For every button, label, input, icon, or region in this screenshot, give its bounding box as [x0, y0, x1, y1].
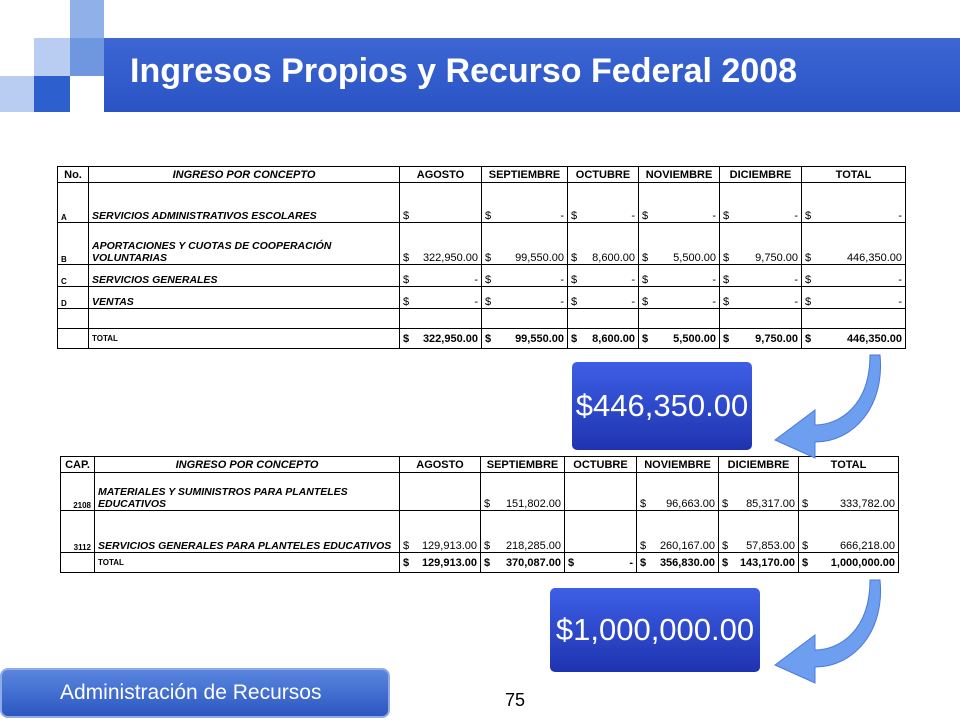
cell-value: -	[794, 296, 798, 308]
table-cell	[802, 329, 906, 349]
currency-sign: $	[485, 210, 492, 222]
cell-value: 129,913.00	[421, 556, 477, 569]
cell-value: 218,285.00	[505, 540, 561, 552]
row-id: D	[58, 287, 89, 309]
table-cell	[400, 511, 481, 553]
currency-sign: $	[484, 556, 491, 569]
cell-value: 5,500.00	[673, 332, 716, 345]
decor-square	[70, 38, 104, 76]
income-table	[57, 166, 906, 349]
cell-value: 370,087.00	[505, 556, 561, 569]
cell-value: 9,750.00	[755, 252, 798, 264]
table-cell	[720, 265, 802, 287]
column-header: AGOSTO	[400, 167, 482, 183]
cell-value: 5,500.00	[673, 252, 716, 264]
column-header: SEPTIEMBRE	[482, 167, 568, 183]
concept-text: VOLUNTARIAS	[92, 252, 168, 264]
table-cell	[568, 265, 639, 287]
table-cell	[719, 511, 799, 553]
table-cell	[639, 223, 720, 265]
page-number: 75	[505, 690, 526, 710]
row-id: 3112	[61, 511, 95, 553]
currency-sign: $	[568, 556, 575, 569]
currency-sign: $	[723, 252, 730, 264]
currency-sign: $	[484, 498, 491, 510]
concept-cell	[89, 265, 400, 287]
column-header: TOTAL	[799, 457, 899, 473]
cell-value: -	[474, 296, 478, 308]
cell-value: 260,167.00	[659, 540, 715, 552]
cell-value: -	[629, 556, 633, 569]
table-cell	[565, 473, 637, 511]
cell-value: 8,600.00	[592, 332, 635, 345]
currency-sign: $	[642, 296, 649, 308]
cell-value: 666,218.00	[839, 540, 895, 552]
row-id: B	[58, 223, 89, 265]
currency-sign: $	[403, 274, 410, 286]
cell-value: -	[898, 296, 902, 308]
curved-arrow-icon	[770, 350, 890, 460]
decor-square	[0, 76, 34, 112]
cell-value: 99,550.00	[515, 252, 564, 264]
currency-sign: $	[403, 540, 410, 552]
cell-value: 143,170.00	[739, 556, 795, 569]
cell-value: -	[631, 274, 635, 286]
currency-sign: $	[722, 540, 729, 552]
table-cell	[482, 287, 568, 309]
table-cell	[639, 287, 720, 309]
currency-sign: $	[805, 332, 812, 345]
table-row	[61, 511, 899, 553]
cell-value: -	[631, 210, 635, 222]
table-cell	[719, 473, 799, 511]
table-cell	[639, 329, 720, 349]
table-cell	[400, 329, 482, 349]
federal-table	[60, 456, 899, 573]
table-cell	[720, 183, 802, 223]
concept-cell	[95, 511, 400, 553]
currency-sign: $	[723, 296, 730, 308]
table-cell	[720, 329, 802, 349]
column-header: OCTUBRE	[568, 167, 639, 183]
table-cell	[61, 553, 95, 573]
table-cell	[400, 553, 481, 573]
currency-sign: $	[723, 274, 730, 286]
currency-sign: $	[403, 332, 410, 345]
table-cell	[482, 223, 568, 265]
cell-value: 129,913.00	[421, 540, 477, 552]
table-cell	[568, 309, 639, 329]
table-cell	[720, 287, 802, 309]
table-cell	[481, 553, 565, 573]
empty-row	[58, 309, 906, 329]
cell-value: 356,830.00	[659, 556, 715, 569]
currency-sign: $	[571, 296, 578, 308]
currency-sign: $	[642, 210, 649, 222]
cell-value: -	[631, 296, 635, 308]
total-row	[58, 329, 906, 349]
table-cell	[400, 287, 482, 309]
concept-text: MATERIALES Y SUMINISTROS PARA PLANTELES	[98, 486, 348, 498]
column-header: INGRESO POR CONCEPTO	[89, 167, 400, 183]
table-cell	[482, 183, 568, 223]
total-row	[61, 553, 899, 573]
total-label: TOTAL	[89, 329, 400, 349]
cell-value: -	[794, 274, 798, 286]
table-cell	[400, 473, 481, 511]
row-id: 2108	[61, 473, 95, 511]
decor-square	[34, 38, 70, 76]
currency-sign: $	[802, 498, 809, 510]
currency-sign: $	[485, 296, 492, 308]
row-id: A	[58, 183, 89, 223]
table-cell	[639, 183, 720, 223]
cell-value: 99,550.00	[515, 332, 564, 345]
column-header: NOVIEMBRE	[637, 457, 719, 473]
currency-sign: $	[403, 556, 410, 569]
table-cell	[637, 553, 719, 573]
concept-cell	[95, 473, 400, 511]
currency-sign: $	[485, 274, 492, 286]
table-cell	[400, 223, 482, 265]
column-header: NOVIEMBRE	[639, 167, 720, 183]
table-cell	[400, 309, 482, 329]
cell-value: 446,350.00	[846, 332, 902, 345]
total-label: TOTAL	[95, 553, 400, 573]
column-header: DICIEMBRE	[719, 457, 799, 473]
table-cell	[568, 287, 639, 309]
currency-sign: $	[640, 556, 647, 569]
cell-value: -	[898, 210, 902, 222]
cell-value: -	[560, 296, 564, 308]
row-id: C	[58, 265, 89, 287]
currency-sign: $	[722, 498, 729, 510]
currency-sign: $	[485, 332, 492, 345]
table-row	[58, 223, 906, 265]
column-header: SEPTIEMBRE	[481, 457, 565, 473]
table-cell	[719, 553, 799, 573]
table-cell	[58, 329, 89, 349]
currency-sign: $	[723, 332, 730, 345]
table-cell	[637, 473, 719, 511]
cell-value: -	[474, 274, 478, 286]
cell-value: 322,950.00	[422, 332, 478, 345]
table-cell	[802, 183, 906, 223]
table-cell	[58, 309, 89, 329]
currency-sign: $	[640, 498, 647, 510]
concept-cell	[89, 183, 400, 223]
section-label: Administración de Recursos	[60, 681, 322, 704]
concept-cell	[89, 223, 400, 265]
currency-sign: $	[642, 332, 649, 345]
cell-value: -	[560, 210, 564, 222]
cell-value: -	[712, 296, 716, 308]
cell-value: 446,350.00	[846, 252, 902, 264]
table-cell	[639, 309, 720, 329]
currency-sign: $	[571, 210, 578, 222]
column-header: OCTUBRE	[565, 457, 637, 473]
currency-sign: $	[403, 296, 410, 308]
currency-sign: $	[571, 252, 578, 264]
table-cell	[568, 329, 639, 349]
total-federal-callout: $1,000,000.00	[550, 588, 760, 672]
table-cell	[565, 553, 637, 573]
table-cell	[482, 309, 568, 329]
table-cell	[481, 473, 565, 511]
cell-value: -	[794, 210, 798, 222]
cell-value: 1,000,000.00	[830, 556, 895, 569]
column-header: INGRESO POR CONCEPTO	[95, 457, 400, 473]
curved-arrow-icon	[770, 575, 890, 685]
table-cell	[568, 223, 639, 265]
column-header: CAP.	[61, 457, 95, 473]
concept-text: SERVICIOS GENERALES PARA PLANTELES EDUCATIVOS	[98, 540, 392, 552]
cell-value: 96,663.00	[666, 498, 715, 510]
table-cell	[481, 511, 565, 553]
cell-value: 9,750.00	[755, 332, 798, 345]
concept-text: VENTAS	[92, 296, 134, 308]
column-header: AGOSTO	[400, 457, 481, 473]
table-cell	[400, 183, 482, 223]
cell-value: -	[712, 210, 716, 222]
table-cell	[799, 553, 899, 573]
cell-value: 322,950.00	[422, 252, 478, 264]
currency-sign: $	[802, 556, 809, 569]
cell-value: 8,600.00	[592, 252, 635, 264]
table-cell	[400, 265, 482, 287]
table-row	[58, 287, 906, 309]
table-cell	[637, 511, 719, 553]
currency-sign: $	[802, 540, 809, 552]
currency-sign: $	[722, 556, 729, 569]
currency-sign: $	[805, 274, 812, 286]
currency-sign: $	[805, 210, 812, 222]
currency-sign: $	[571, 332, 578, 345]
currency-sign: $	[484, 540, 491, 552]
cell-value: 333,782.00	[839, 498, 895, 510]
column-header: TOTAL	[802, 167, 906, 183]
page-title: Ingresos Propios y Recurso Federal 2008	[130, 52, 798, 90]
table-row	[61, 473, 899, 511]
table-cell	[482, 329, 568, 349]
decor-square	[34, 76, 70, 112]
currency-sign: $	[640, 540, 647, 552]
table-cell	[568, 183, 639, 223]
column-header: No.	[58, 167, 89, 183]
currency-sign: $	[485, 252, 492, 264]
table-cell	[639, 265, 720, 287]
decor-square	[70, 0, 104, 38]
concept-text: APORTACIONES Y CUOTAS DE COOPERACIÓN	[92, 240, 332, 252]
concept-text: SERVICIOS GENERALES	[92, 274, 218, 286]
cell-value: -	[898, 274, 902, 286]
cell-value: -	[560, 274, 564, 286]
table-cell	[482, 265, 568, 287]
currency-sign: $	[805, 252, 812, 264]
table-cell	[802, 309, 906, 329]
concept-text: SERVICIOS ADMINISTRATIVOS ESCOLARES	[92, 210, 317, 222]
table-cell	[565, 511, 637, 553]
table-row	[58, 183, 906, 223]
table-cell	[720, 223, 802, 265]
table-cell	[802, 265, 906, 287]
concept-text: EDUCATIVOS	[98, 498, 167, 510]
table-header-row	[58, 167, 906, 183]
column-header: DICIEMBRE	[720, 167, 802, 183]
table-cell	[802, 223, 906, 265]
currency-sign: $	[571, 274, 578, 286]
currency-sign: $	[642, 252, 649, 264]
cell-value: -	[712, 274, 716, 286]
table-row	[58, 265, 906, 287]
table-cell	[802, 287, 906, 309]
table-cell	[799, 473, 899, 511]
total-income-callout: $446,350.00	[572, 362, 752, 450]
cell-value: 151,802.00	[505, 498, 561, 510]
currency-sign: $	[403, 252, 410, 264]
currency-sign: $	[403, 210, 410, 222]
currency-sign: $	[723, 210, 730, 222]
table-cell	[89, 309, 400, 329]
concept-cell	[89, 287, 400, 309]
table-cell	[720, 309, 802, 329]
cell-value: 57,853.00	[746, 540, 795, 552]
table-cell	[799, 511, 899, 553]
cell-value: 85,317.00	[746, 498, 795, 510]
currency-sign: $	[805, 296, 812, 308]
currency-sign: $	[642, 274, 649, 286]
